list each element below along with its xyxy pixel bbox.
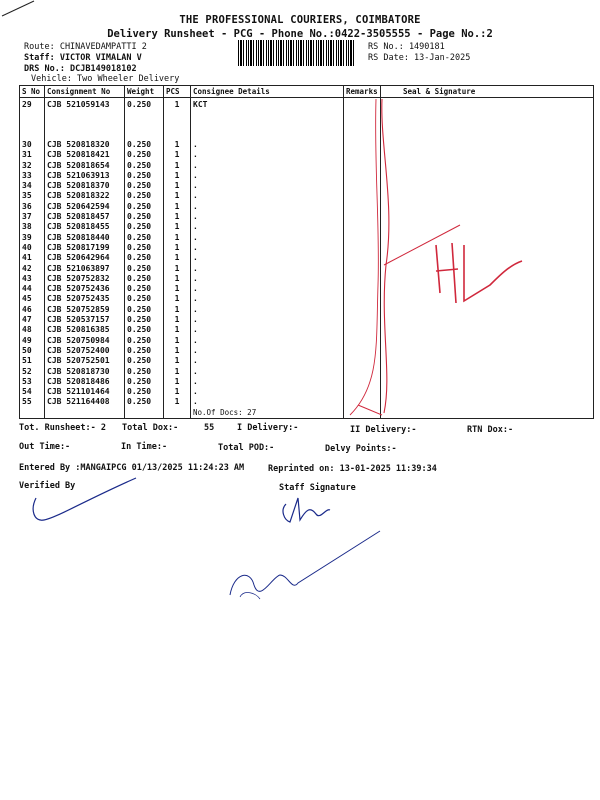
row-sno: 53 <box>20 377 45 387</box>
row-weight: 0.250 <box>125 325 164 335</box>
row-sno: 42 <box>20 264 45 274</box>
row-consignee: . <box>191 140 344 150</box>
row-consignment: CJB 520752400 <box>45 346 125 356</box>
row-sno: 49 <box>20 336 45 346</box>
i-delivery: I Delivery:- <box>237 423 299 433</box>
row-consignment: CJB 520818322 <box>45 191 125 201</box>
row-weight: 0.250 <box>125 253 164 263</box>
row-sno: 34 <box>20 181 45 191</box>
row-pcs: 1 <box>164 233 191 243</box>
row-weight: 0.250 <box>125 222 164 232</box>
row-pcs: 1 <box>164 294 191 304</box>
row-sno: 36 <box>20 202 45 212</box>
row-consignment: CJB 520818370 <box>45 181 125 191</box>
row-weight: 0.250 <box>125 305 164 315</box>
row-weight: 0.250 <box>125 212 164 222</box>
row-consignee: . <box>191 253 344 263</box>
row-pcs: 1 <box>164 315 191 325</box>
row-consignee: . <box>191 325 344 335</box>
staff-label: Staff: VICTOR VIMALAN V <box>24 53 142 63</box>
row-consignment: CJB 520818320 <box>45 140 125 150</box>
row-consignee: . <box>191 387 344 397</box>
row-sno: 39 <box>20 233 45 243</box>
row-pcs: 1 <box>164 202 191 212</box>
row-sno: 45 <box>20 294 45 304</box>
delvy-points: Delvy Points:- <box>325 444 397 454</box>
row-consignment: CJB 520818730 <box>45 367 125 377</box>
docs-count-cell <box>125 408 164 419</box>
row-sno: 30 <box>20 140 45 150</box>
row-consignment: CJB 520752501 <box>45 356 125 366</box>
row-consignment: CJB 520816385 <box>45 325 125 335</box>
row-pcs: 1 <box>164 377 191 387</box>
row-consignment: CJB 520818457 <box>45 212 125 222</box>
row-sno: 32 <box>20 161 45 171</box>
row-consignment: CJB 521063897 <box>45 264 125 274</box>
total-pod: Total POD:- <box>218 443 275 453</box>
row-pcs: 1 <box>164 397 191 407</box>
row-consignee: . <box>191 150 344 160</box>
row-weight: 0.250 <box>125 161 164 171</box>
row-consignee: . <box>191 243 344 253</box>
col-seal-signature: Seal & Signature <box>381 86 594 98</box>
row-consignee: . <box>191 367 344 377</box>
row-weight: 0.250 <box>125 315 164 325</box>
row-weight: 0.250 <box>125 233 164 243</box>
row-consignment: CJB 520752435 <box>45 294 125 304</box>
row-consignment: CJB 520818486 <box>45 377 125 387</box>
row-consignee: . <box>191 171 344 181</box>
row-consignment: CJB 520642964 <box>45 253 125 263</box>
row-sno: 31 <box>20 150 45 160</box>
row-pcs: 1 <box>164 253 191 263</box>
row-sno: 52 <box>20 367 45 377</box>
row-sno: 35 <box>20 191 45 201</box>
row-pcs: 1 <box>164 336 191 346</box>
row-pcs: 1 <box>164 140 191 150</box>
row-consignment: CJB 520752436 <box>45 284 125 294</box>
col-remarks: Remarks <box>344 86 381 98</box>
row-pcs: 1 <box>164 243 191 253</box>
row-pcs: 1 <box>164 222 191 232</box>
in-time: In Time:- <box>121 442 168 452</box>
row-pcs: 1 <box>164 264 191 274</box>
row-weight: 0.250 <box>125 243 164 253</box>
col-pcs: PCS <box>164 86 191 98</box>
row-consignee: . <box>191 346 344 356</box>
red-handwritten-mark <box>340 85 600 425</box>
row-weight: 0.250 <box>125 98 164 141</box>
out-time: Out Time:- <box>19 442 71 452</box>
row-consignee: . <box>191 305 344 315</box>
row-sno: 55 <box>20 397 45 407</box>
row-weight: 0.250 <box>125 150 164 160</box>
row-pcs: 1 <box>164 305 191 315</box>
row-weight: 0.250 <box>125 346 164 356</box>
row-weight: 0.250 <box>125 140 164 150</box>
row-weight: 0.250 <box>125 274 164 284</box>
row-consignment: CJB 520818440 <box>45 233 125 243</box>
row-sno: 41 <box>20 253 45 263</box>
row-sno: 47 <box>20 315 45 325</box>
row-consignee: . <box>191 222 344 232</box>
row-sno: 38 <box>20 222 45 232</box>
row-consignee: . <box>191 233 344 243</box>
row-consignee: . <box>191 161 344 171</box>
stamp-signature <box>220 525 390 625</box>
route-label: Route: CHINAVEDAMPATTI 2 <box>24 42 147 52</box>
row-sno: 29 <box>20 98 45 141</box>
row-sno: 43 <box>20 274 45 284</box>
col-consignee: Consignee Details <box>191 86 344 98</box>
company-name: THE PROFESSIONAL COURIERS, COIMBATORE <box>179 14 421 26</box>
row-pcs: 1 <box>164 181 191 191</box>
total-dox-value: 55 <box>204 423 215 433</box>
row-weight: 0.250 <box>125 356 164 366</box>
rs-date: RS Date: 13-Jan-2025 <box>368 53 471 63</box>
docs-count-cell <box>45 408 125 419</box>
entered-by: Entered By :MANGAIPCG 01/13/2025 11:24:23 AM <box>19 463 245 473</box>
row-sno: 48 <box>20 325 45 335</box>
row-consignee: . <box>191 212 344 222</box>
row-pcs: 1 <box>164 367 191 377</box>
row-weight: 0.250 <box>125 294 164 304</box>
row-sno: 51 <box>20 356 45 366</box>
row-consignee: . <box>191 315 344 325</box>
row-consignee: . <box>191 202 344 212</box>
runsheet-title: Delivery Runsheet - PCG - Phone No.:0422-3505555 - Page No.:2 <box>107 28 493 40</box>
row-consignment: CJB 521063913 <box>45 171 125 181</box>
row-consignee: . <box>191 377 344 387</box>
row-weight: 0.250 <box>125 367 164 377</box>
row-pcs: 1 <box>164 387 191 397</box>
row-consignee: . <box>191 397 344 407</box>
row-consignment: CJB 521059143 <box>45 98 125 141</box>
row-weight: 0.250 <box>125 264 164 274</box>
row-sno: 44 <box>20 284 45 294</box>
row-pcs: 1 <box>164 150 191 160</box>
row-weight: 0.250 <box>125 202 164 212</box>
row-consignment: CJB 520818455 <box>45 222 125 232</box>
row-pcs: 1 <box>164 98 191 141</box>
row-consignment: CJB 520642594 <box>45 202 125 212</box>
row-sno: 46 <box>20 305 45 315</box>
row-pcs: 1 <box>164 161 191 171</box>
row-consignee: . <box>191 191 344 201</box>
row-pcs: 1 <box>164 356 191 366</box>
verified-by-signature <box>26 470 166 530</box>
row-consignee: . <box>191 181 344 191</box>
docs-count: No.Of Docs: 27 <box>191 408 344 419</box>
col-sno: S No <box>20 86 45 98</box>
vehicle-label: Vehicle: Two Wheeler Delivery <box>31 74 180 84</box>
row-weight: 0.250 <box>125 336 164 346</box>
row-pcs: 1 <box>164 274 191 284</box>
col-weight: Weight <box>125 86 164 98</box>
row-weight: 0.250 <box>125 387 164 397</box>
verified-by-label: Verified By <box>19 481 76 491</box>
row-consignment: CJB 520537157 <box>45 315 125 325</box>
barcode <box>238 40 356 66</box>
row-consignee: . <box>191 274 344 284</box>
row-consignment: CJB 520750984 <box>45 336 125 346</box>
row-consignee: . <box>191 336 344 346</box>
row-sno: 50 <box>20 346 45 356</box>
col-consignment: Consignment No <box>45 86 125 98</box>
tot-runsheet: Tot. Runsheet:- 2 <box>19 423 106 433</box>
row-consignee: . <box>191 264 344 274</box>
row-consignment: CJB 520818654 <box>45 161 125 171</box>
row-weight: 0.250 <box>125 171 164 181</box>
row-weight: 0.250 <box>125 191 164 201</box>
rs-number: RS No.: 1490181 <box>368 42 445 52</box>
rtn-dox: RTN Dox:- <box>467 425 514 435</box>
row-weight: 0.250 <box>125 284 164 294</box>
row-pcs: 1 <box>164 346 191 356</box>
row-consignment: CJB 521101464 <box>45 387 125 397</box>
row-pcs: 1 <box>164 212 191 222</box>
row-weight: 0.250 <box>125 181 164 191</box>
docs-count-cell <box>20 408 45 419</box>
row-weight: 0.250 <box>125 397 164 407</box>
row-consignee: KCT <box>191 98 344 141</box>
staff-signature-mark <box>270 480 350 530</box>
row-pcs: 1 <box>164 191 191 201</box>
row-sno: 37 <box>20 212 45 222</box>
reprinted-on: Reprinted on: 13-01-2025 11:39:34 <box>268 464 437 474</box>
row-sno: 54 <box>20 387 45 397</box>
row-consignee: . <box>191 294 344 304</box>
row-pcs: 1 <box>164 325 191 335</box>
row-consignment: CJB 520818421 <box>45 150 125 160</box>
row-consignment: CJB 520752859 <box>45 305 125 315</box>
row-consignment: CJB 521164408 <box>45 397 125 407</box>
row-sno: 33 <box>20 171 45 181</box>
row-weight: 0.250 <box>125 377 164 387</box>
ii-delivery: II Delivery:- <box>350 425 417 435</box>
row-pcs: 1 <box>164 171 191 181</box>
row-pcs: 1 <box>164 284 191 294</box>
row-consignee: . <box>191 356 344 366</box>
row-consignee: . <box>191 284 344 294</box>
row-sno: 40 <box>20 243 45 253</box>
row-consignment: CJB 520752832 <box>45 274 125 284</box>
total-dox-label: Total Dox:- <box>122 423 179 433</box>
staff-signature-label: Staff Signature <box>279 483 356 493</box>
docs-count-cell <box>164 408 191 419</box>
row-consignment: CJB 520817199 <box>45 243 125 253</box>
drs-number: DRS No.: DCJB149018102 <box>24 64 137 74</box>
